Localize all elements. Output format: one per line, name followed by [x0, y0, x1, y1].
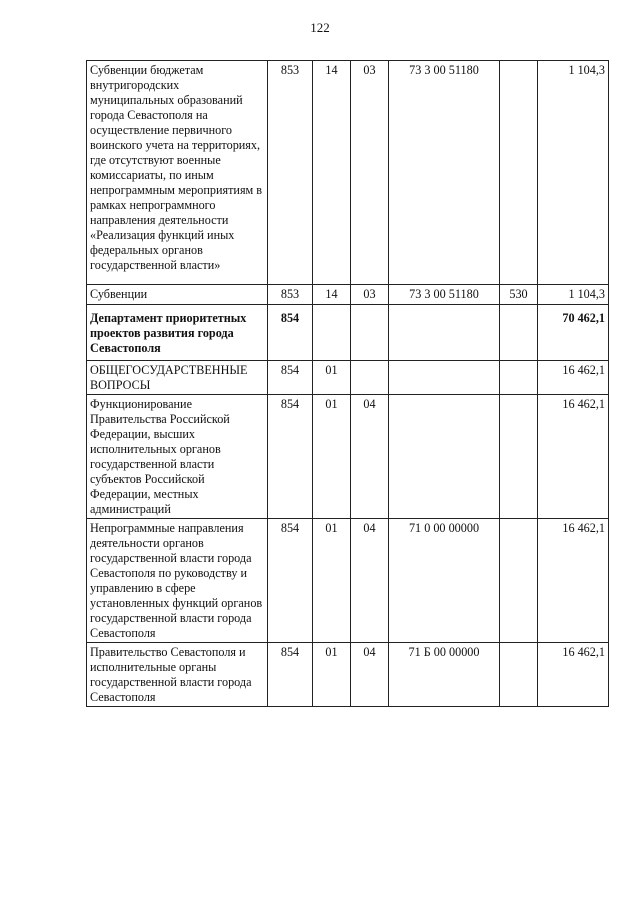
row-name: Правительство Севастополя и исполнительные органы государственной власти города Севастополя — [87, 643, 268, 707]
dept-code: 854 — [268, 361, 313, 395]
table-row — [87, 61, 609, 285]
table-row — [87, 643, 609, 707]
target-article-code — [389, 395, 500, 519]
dept-code: 854 — [268, 519, 313, 643]
section-code: 01 — [313, 643, 351, 707]
amount: 16 462,1 — [538, 643, 609, 707]
table-row — [87, 361, 609, 395]
section-code: 01 — [313, 361, 351, 395]
table-row — [87, 519, 609, 643]
expense-type-code — [500, 395, 538, 519]
expense-type-code — [500, 643, 538, 707]
target-article-code: 73 3 00 51180 — [389, 285, 500, 305]
amount: 70 462,1 — [538, 305, 609, 361]
target-article-code — [389, 305, 500, 361]
dept-code: 853 — [268, 285, 313, 305]
amount: 1 104,3 — [538, 61, 609, 285]
section-code — [313, 305, 351, 361]
subsection-code — [351, 361, 389, 395]
subsection-code — [351, 305, 389, 361]
target-article-code: 73 3 00 51180 — [389, 61, 500, 285]
expense-type-code — [500, 305, 538, 361]
subsection-code: 04 — [351, 643, 389, 707]
section-code: 01 — [313, 395, 351, 519]
row-name: Функционирование Правительства Российской Федерации, высших исполнительных органов государственной власти субъектов Российской Федерации, местных администраций — [87, 395, 268, 519]
subsection-code: 04 — [351, 519, 389, 643]
section-code: 14 — [313, 285, 351, 305]
amount: 16 462,1 — [538, 395, 609, 519]
row-name: Субвенции бюджетам внутригородских муниципальных образований города Севастополя на осуществление первичного воинского учета на территориях, где отсутствуют военные комиссариаты, по иным непрограммным мероприятиям в рамках непрограммного направления деятельности «Реализация функций иных федеральных органов государственной власти» — [87, 61, 268, 285]
subsection-code: 03 — [351, 285, 389, 305]
dept-code: 854 — [268, 395, 313, 519]
dept-code: 854 — [268, 305, 313, 361]
target-article-code — [389, 361, 500, 395]
target-article-code: 71 Б 00 00000 — [389, 643, 500, 707]
subsection-code: 04 — [351, 395, 389, 519]
amount: 16 462,1 — [538, 519, 609, 643]
table-row — [87, 285, 609, 305]
section-code: 01 — [313, 519, 351, 643]
expense-type-code — [500, 61, 538, 285]
subsection-code: 03 — [351, 61, 389, 285]
row-name: Департамент приоритетных проектов развития города Севастополя — [87, 305, 268, 361]
budget-table — [86, 60, 609, 707]
amount: 1 104,3 — [538, 285, 609, 305]
section-code: 14 — [313, 61, 351, 285]
row-name: ОБЩЕГОСУДАРСТВЕННЫЕ ВОПРОСЫ — [87, 361, 268, 395]
target-article-code: 71 0 00 00000 — [389, 519, 500, 643]
expense-type-code — [500, 361, 538, 395]
row-name: Субвенции — [87, 285, 268, 305]
table-row — [87, 395, 609, 519]
dept-code: 854 — [268, 643, 313, 707]
dept-code: 853 — [268, 61, 313, 285]
table-row — [87, 305, 609, 361]
expense-type-code: 530 — [500, 285, 538, 305]
expense-type-code — [500, 519, 538, 643]
row-name: Непрограммные направления деятельности органов государственной власти города Севастополя по руководству и управлению в сфере установленных функций органов государственной власти города Севастополя — [87, 519, 268, 643]
amount: 16 462,1 — [538, 361, 609, 395]
page-number: 122 — [310, 20, 330, 35]
